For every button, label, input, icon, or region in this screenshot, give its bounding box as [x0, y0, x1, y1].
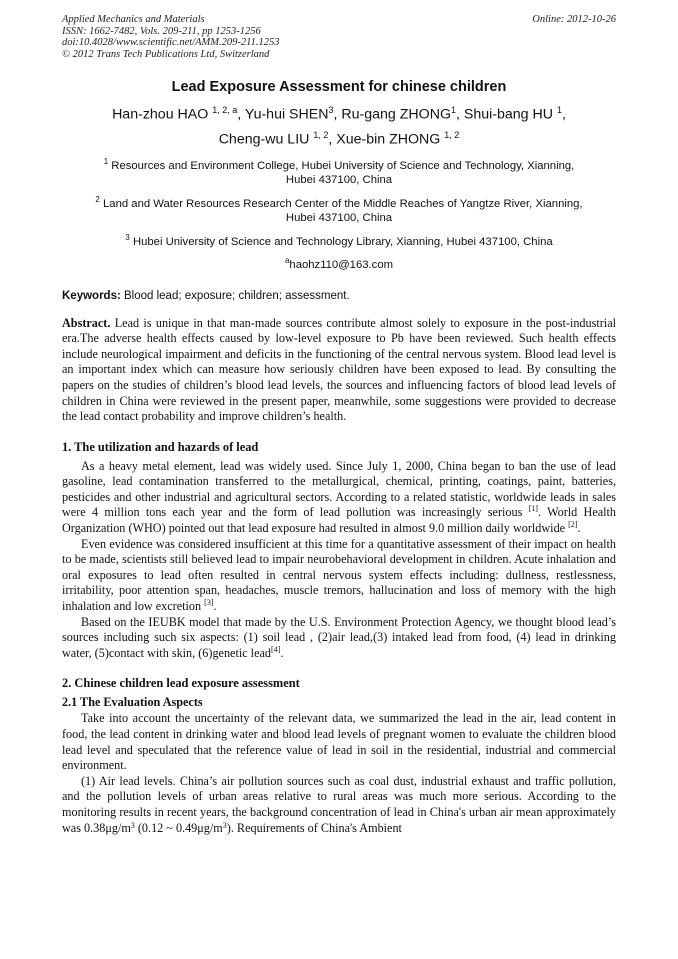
- affiliation-mark: 3: [125, 233, 130, 242]
- paragraph-text: .: [280, 645, 284, 660]
- section-heading: 2. Chinese children lead exposure assessment: [62, 676, 300, 691]
- author-name: Shui-bang HU: [463, 106, 554, 123]
- paragraph: [62, 459, 616, 537]
- affiliation-2: [62, 193, 616, 225]
- author-name: Cheng-wu LIU: [218, 131, 310, 148]
- paragraph-text: Even evidence was considered insufficient at this time for a quantitative assessment of their impact on health to be made, scientists still believed lead to impair neurobehavioral development in children. Acute inhalation and oral exposures to lead often resulted in central nervous system effects including: dullness, restlessness, irritability, poor attention span, headaches, muscle tremors, hallucination and loss of memory with the high inhalation and low excretion: [62, 536, 616, 614]
- unit-exponent: 3: [130, 820, 135, 830]
- author-name: Han-zhou HAO: [112, 106, 209, 123]
- section-1: [62, 440, 616, 662]
- author-separator: ,: [333, 106, 342, 123]
- author-list: [62, 100, 616, 149]
- paragraph-text: .: [577, 521, 581, 536]
- author-affiliation-mark: 3: [328, 105, 334, 115]
- keywords: [62, 290, 616, 302]
- author-line-2: [62, 125, 616, 150]
- doi-line: doi:10.4028/www.scientific.net/AMM.209-211.1253: [62, 37, 280, 48]
- paragraph: [62, 537, 616, 615]
- unit-exponent: 3: [222, 820, 227, 830]
- paragraph-text: As a heavy metal element, lead was widely used. Since July 1, 2000, China began to ban the use of lead gasoline, lead contamination transferred to the metallurgical, chemical, printing, coatings, paint, batteries, pesticides and other industrial and agricultural sectors. According to a related statistic, worldwide leads in sales were 4 million tons each year and the form of lead pollution was increasingly serious: [62, 458, 616, 520]
- author-line-1: [62, 100, 616, 125]
- author-name: Xue-bin ZHONG: [336, 131, 441, 148]
- issn-line: ISSN: 1662-7482, Vols. 209-211, pp 1253-1256: [62, 25, 261, 37]
- paragraph-text: . World Health Organization (WHO) pointed out that lead exposure had resulted in almost 9.0 million daily worldwide: [62, 505, 617, 536]
- paper-title: Lead Exposure Assessment for chinese children: [171, 79, 507, 95]
- author-separator: ,: [561, 106, 566, 123]
- citation[interactable]: [1]: [528, 504, 538, 514]
- author-affiliation-mark: 1, 2: [444, 129, 460, 140]
- journal-name: Applied Mechanics and Materials: [62, 14, 205, 25]
- abstract-label: Abstract.: [62, 315, 111, 330]
- affiliation-3: [62, 231, 616, 249]
- affiliation-text: Hubei 437100, China: [285, 174, 393, 187]
- email-address[interactable]: haohz110@163.com: [289, 258, 394, 271]
- paper-page: [62, 14, 616, 836]
- author-affiliation-mark: 1, 2: [313, 129, 329, 140]
- affiliation-text: Resources and Environment College, Hubei University of Science and Technology, Xianning,: [111, 160, 575, 173]
- paragraph: Take into account the uncertainty of the relevant data, we summarized the lead in the air, lead content in food, the lead content in drinking water and blood lead levels of pregnant women to evaluate the children blood lead level and speculated that the reference value of lead in soil in the residential, industrial and commercial environment.: [62, 711, 616, 773]
- citation[interactable]: [2]: [568, 520, 578, 530]
- copyright-line: © 2012 Trans Tech Publications Ltd, Switzerland: [62, 48, 270, 60]
- affiliation-text: Hubei 437100, China: [285, 212, 393, 224]
- author-separator: ,: [456, 106, 464, 123]
- citation[interactable]: [3]: [204, 598, 214, 608]
- author-name: Yu-hui SHEN: [244, 106, 329, 123]
- author-affiliation-mark: 1, 2, a: [212, 105, 238, 115]
- author-separator: ,: [237, 106, 245, 123]
- author-affiliation-mark: 1: [556, 105, 562, 115]
- affiliation-text: Hubei University of Science and Technology Library, Xianning, Hubei 437100, China: [132, 235, 553, 248]
- paragraph-text: .: [213, 599, 217, 614]
- online-date: Online: 2012-10-26: [532, 14, 616, 25]
- author-separator: ,: [328, 131, 337, 148]
- keywords-label: Keywords:: [62, 289, 121, 302]
- paragraph: [62, 615, 616, 662]
- keywords-text: Blood lead; exposure; children; assessment.: [124, 289, 350, 302]
- paragraph-text: (1) Air lead levels. China’s air pollution sources such as coal dust, industrial exhaust and traffic pollution, and the pollution levels of urban areas relative to rural areas was much more serious. According to the monitoring results in recent years, the background concentration of lead in China's urban air mean approximately was 0.38μg/m: [62, 773, 616, 835]
- affiliation-mark: 1: [103, 157, 109, 167]
- abstract: [62, 316, 616, 425]
- affiliation-mark: 2: [95, 195, 100, 205]
- email-mark: a: [284, 255, 290, 265]
- author-name: Ru-gang ZHONG: [341, 106, 451, 123]
- section-2: [62, 676, 616, 836]
- section-heading: 1. The utilization and hazards of lead: [62, 439, 259, 454]
- paragraph-text: ). Requirements of China's Ambient: [226, 820, 402, 835]
- paragraph-text: (0.12 ~ 0.49μg/m: [134, 820, 223, 835]
- affiliation-1: [62, 155, 616, 187]
- abstract-text: Lead is unique in that man-made sources contribute almost solely to exposure in the post-industrial era.The adverse health effects caused by low-level exposure to Pb have been reviewed. Such health effects include neurological impairment and deficits in the functioning of the central nervous system. Blood lead level is an important index which can measure how seriously children have been exposed to lead. By consulting the papers on the studies of children’s blood lead levels, the sources and influencing factors of blood lead levels of children in China were reviewed in the present paper, meanwhile, some suggestions were provided to decrease the lead contact probability and improve children’s health.: [62, 315, 616, 424]
- author-affiliation-mark: 1: [450, 105, 456, 115]
- journal-header: [62, 14, 616, 60]
- paragraph: [62, 774, 616, 836]
- contact-email: [62, 256, 616, 271]
- citation[interactable]: [4]: [270, 644, 281, 654]
- affiliation-text: Land and Water Resources Research Center of the Middle Reaches of Yangtze River, Xianning,: [103, 198, 583, 210]
- subsection-heading: 2.1 The Evaluation Aspects: [62, 695, 203, 710]
- paragraph-text: Based on the IEUBK model that made by the U.S. Environment Protection Agency, we thought blood lead’s sources including such six aspects: (1) soil lead , (2)air lead,(3) intaked lead from food, (4) lead in drinking water, (5)contact with skin, (6)genetic lead: [62, 614, 616, 660]
